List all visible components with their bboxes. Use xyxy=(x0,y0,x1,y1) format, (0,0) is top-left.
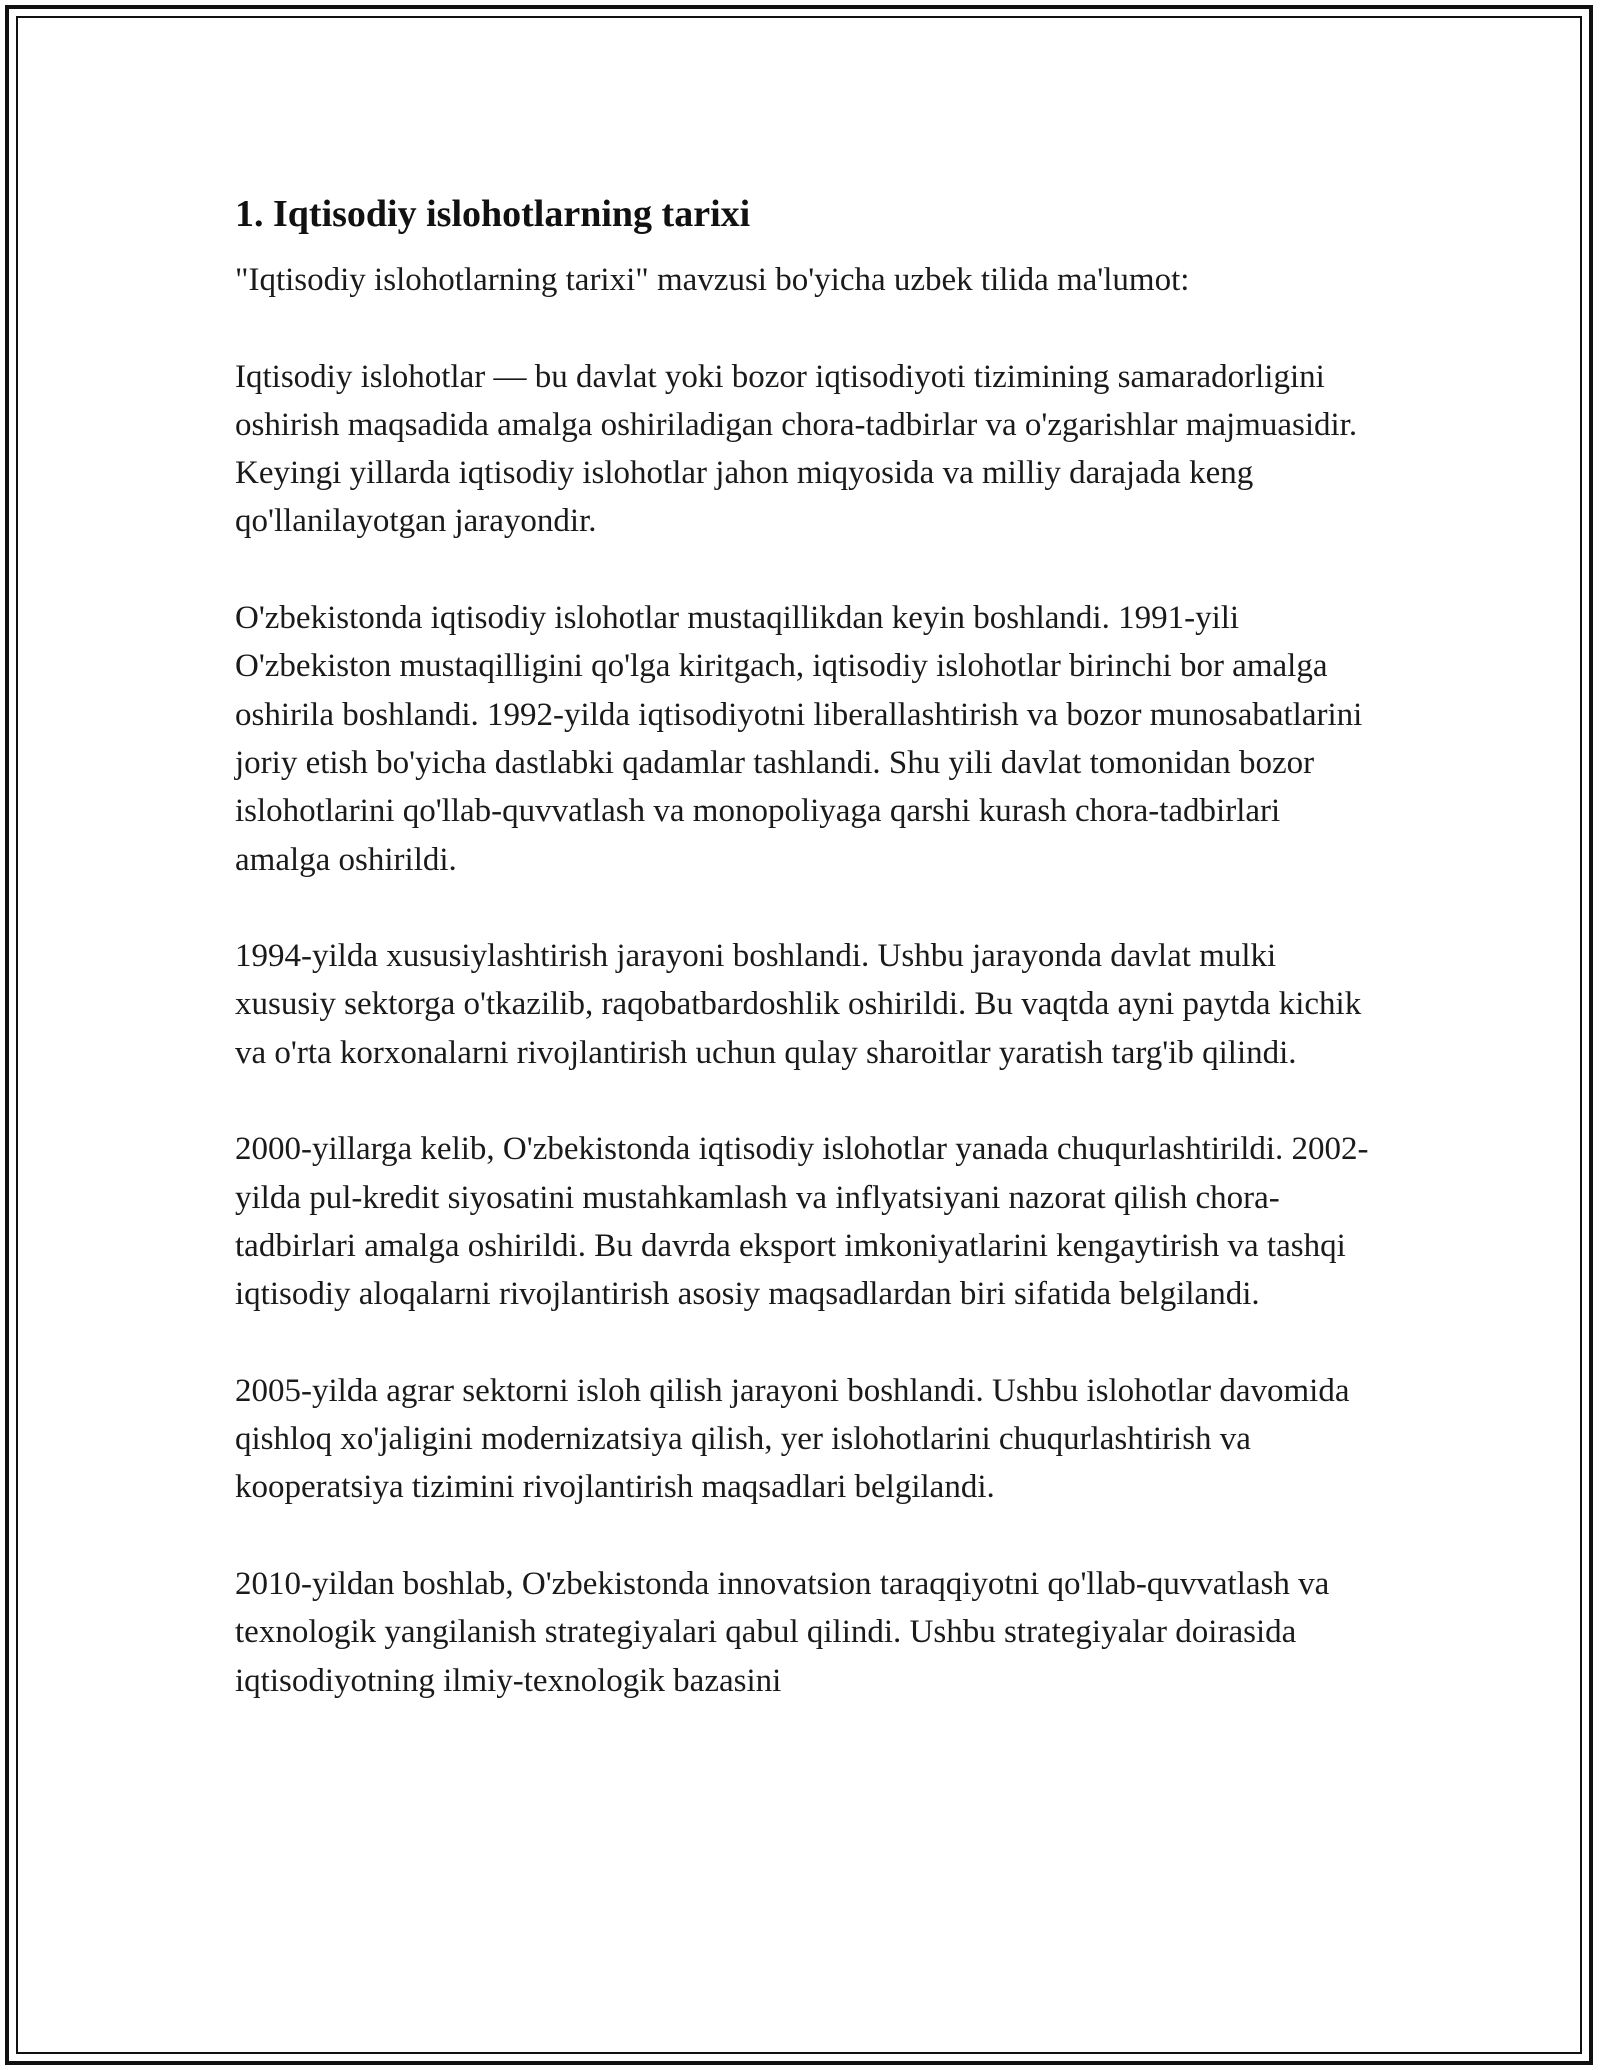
document-body xyxy=(235,188,1370,1705)
paragraph-2: O'zbekistonda iqtisodiy islohotlar mustaqillikdan keyin boshlandi. 1991-yili O'zbekiston mustaqilligini qo'lga kiritgach, iqtisodiy islohotlar birinchi bor amalga oshirila boshlandi. 1992-yilda iqtisodiyotni liberallashtirish va bozor munosabatlarini joriy etish bo'yicha dastlabki qadamlar tashlandi. Shu yili davlat tomonidan bozor islohotlarini qo'llab-quvvatlash va monopoliyaga qarshi kurash chora-tadbirlari amalga oshirildi. xyxy=(235,600,1363,878)
intro-paragraph: "Iqtisodiy islohotlarning tarixi" mavzusi bo'yicha uzbek tilida ma'lumot: xyxy=(235,262,1190,298)
paragraph-1: Iqtisodiy islohotlar — bu davlat yoki bozor iqtisodiyoti tizimining samaradorligini oshirish maqsadida amalga oshiriladigan chora-tadbirlar va o'zgarishlar majmuasidir. Keyingi yillarda iqtisodiy islohotlar jahon miqyosida va milliy darajada keng qo'llanilayotgan jarayondir. xyxy=(235,358,1358,540)
paragraph-6: 2010-yildan boshlab, O'zbekistonda innovatsion taraqqiyotni qo'llab-quvvatlash va texnologik yangilanish strategiyalari qabul qilindi. Ushbu strategiyalar doirasida iqtisodiyotning ilmiy-texnologik bazasini xyxy=(235,1566,1330,1699)
section-heading: 1. Iqtisodiy islohotlarning tarixi xyxy=(235,193,751,235)
paragraph-5: 2005-yilda agrar sektorni isloh qilish jarayoni boshlandi. Ushbu islohotlar davomida qishloq xo'jaligini modernizatsiya qilish, yer islohotlarini chuqurlashtirish va kooperatsiya tizimini rivojlantirish maqsadlari belgilandi. xyxy=(235,1372,1350,1506)
paragraph-3: 1994-yilda xususiylashtirish jarayoni boshlandi. Ushbu jarayonda davlat mulki xususiy sektorga o'tkazilib, raqobatbardoshlik oshirildi. Bu vaqtda ayni paytda kichik va o'rta korxonalarni rivojlantirish uchun qulay sharoitlar yaratish targ'ib qilindi. xyxy=(235,938,1362,1071)
paragraph-4: 2000-yillarga kelib, O'zbekistonda iqtisodiy islohotlar yanada chuqurlashtirildi. 2002-yilda pul-kredit siyosatini mustahkamlash va inflyatsiyani nazorat qilish chora-tadbirlari amalga oshirildi. Bu davrda eksport imkoniyatlarini kengaytirish va tashqi iqtisodiy aloqalarni rivojlantirish asosiy maqsadlardan biri sifatida belgilandi. xyxy=(235,1131,1369,1313)
